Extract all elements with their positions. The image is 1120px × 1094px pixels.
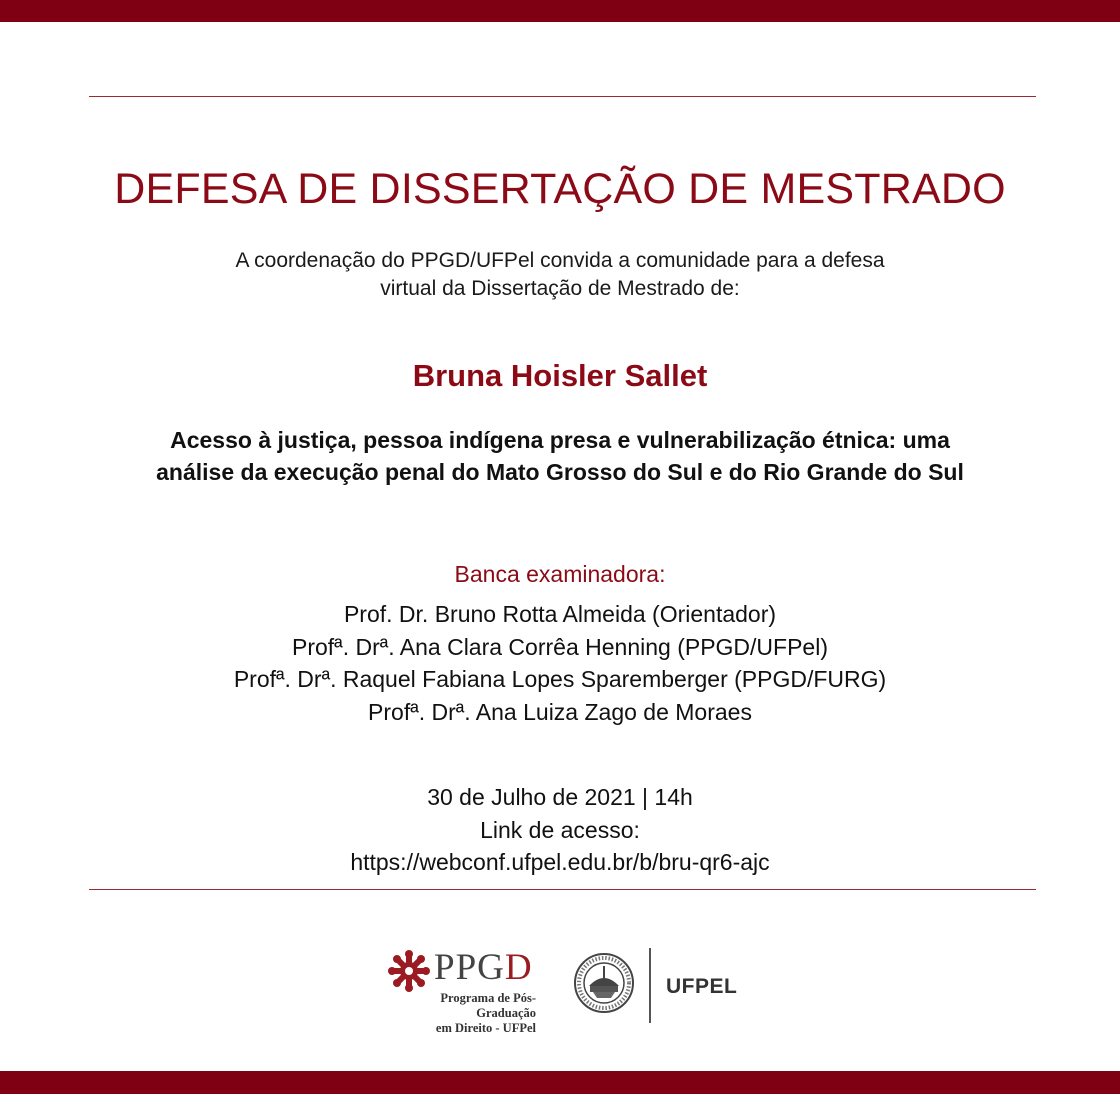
ppgd-wordmark xyxy=(434,947,533,989)
top-border-bar xyxy=(0,0,1120,22)
ppgd-wordmark-d: D xyxy=(504,947,533,988)
logos-row xyxy=(0,945,1120,1035)
thesis-line-1: Acesso à justiça, pessoa indígena presa e vulnerabilização étnica: uma xyxy=(170,427,950,453)
intro-line-2: virtual da Dissertação de Mestrado de: xyxy=(380,277,740,300)
event-info xyxy=(0,781,1120,879)
banca-label: Banca examinadora: xyxy=(454,561,666,587)
logo-divider xyxy=(649,948,651,1023)
thesis-line-2: análise da execução penal do Mato Grosso do Sul e do Rio Grande do Sul xyxy=(156,459,964,485)
link-label: Link de acesso: xyxy=(480,816,640,843)
ppgd-subtitle-line-2: em Direito - UFPel xyxy=(435,1021,536,1035)
ufpel-seal-icon xyxy=(573,952,635,1014)
top-divider xyxy=(89,96,1036,97)
candidate-name: Bruna Hoisler Sallet xyxy=(412,358,708,393)
access-link[interactable]: https://webconf.ufpel.edu.br/b/bru-qr6-ajc xyxy=(350,849,770,875)
banca-member: Profª. Drª. Raquel Fabiana Lopes Sparemberger (PPGD/FURG) xyxy=(233,666,887,692)
intro-text xyxy=(0,247,1120,303)
banca-member: Profª. Drª. Ana Luiza Zago de Moraes xyxy=(368,698,752,725)
banca-members xyxy=(0,598,1120,728)
event-datetime: 30 de Julho de 2021 | 14h xyxy=(427,784,693,810)
banca-member: Profª. Drª. Ana Clara Corrêa Henning (PPGD/UFPel) xyxy=(292,633,828,660)
ppgd-gear-icon xyxy=(387,949,431,993)
bottom-border-bar xyxy=(0,1071,1120,1094)
bottom-divider xyxy=(89,889,1036,890)
ppgd-subtitle-line-1: Programa de Pós-Graduação xyxy=(440,991,536,1020)
intro-line-1: A coordenação do PPGD/UFPel convida a comunidade para a defesa xyxy=(235,249,885,272)
ppgd-subtitle xyxy=(384,991,536,1036)
ppgd-wordmark-main: PPG xyxy=(434,947,505,988)
ufpel-logo-text: UFPEL xyxy=(666,975,738,998)
banca-member: Prof. Dr. Bruno Rotta Almeida (Orientador) xyxy=(343,601,777,627)
thesis-title xyxy=(0,424,1120,488)
page-title: DEFESA DE DISSERTAÇÃO DE MESTRADO xyxy=(114,165,1006,213)
